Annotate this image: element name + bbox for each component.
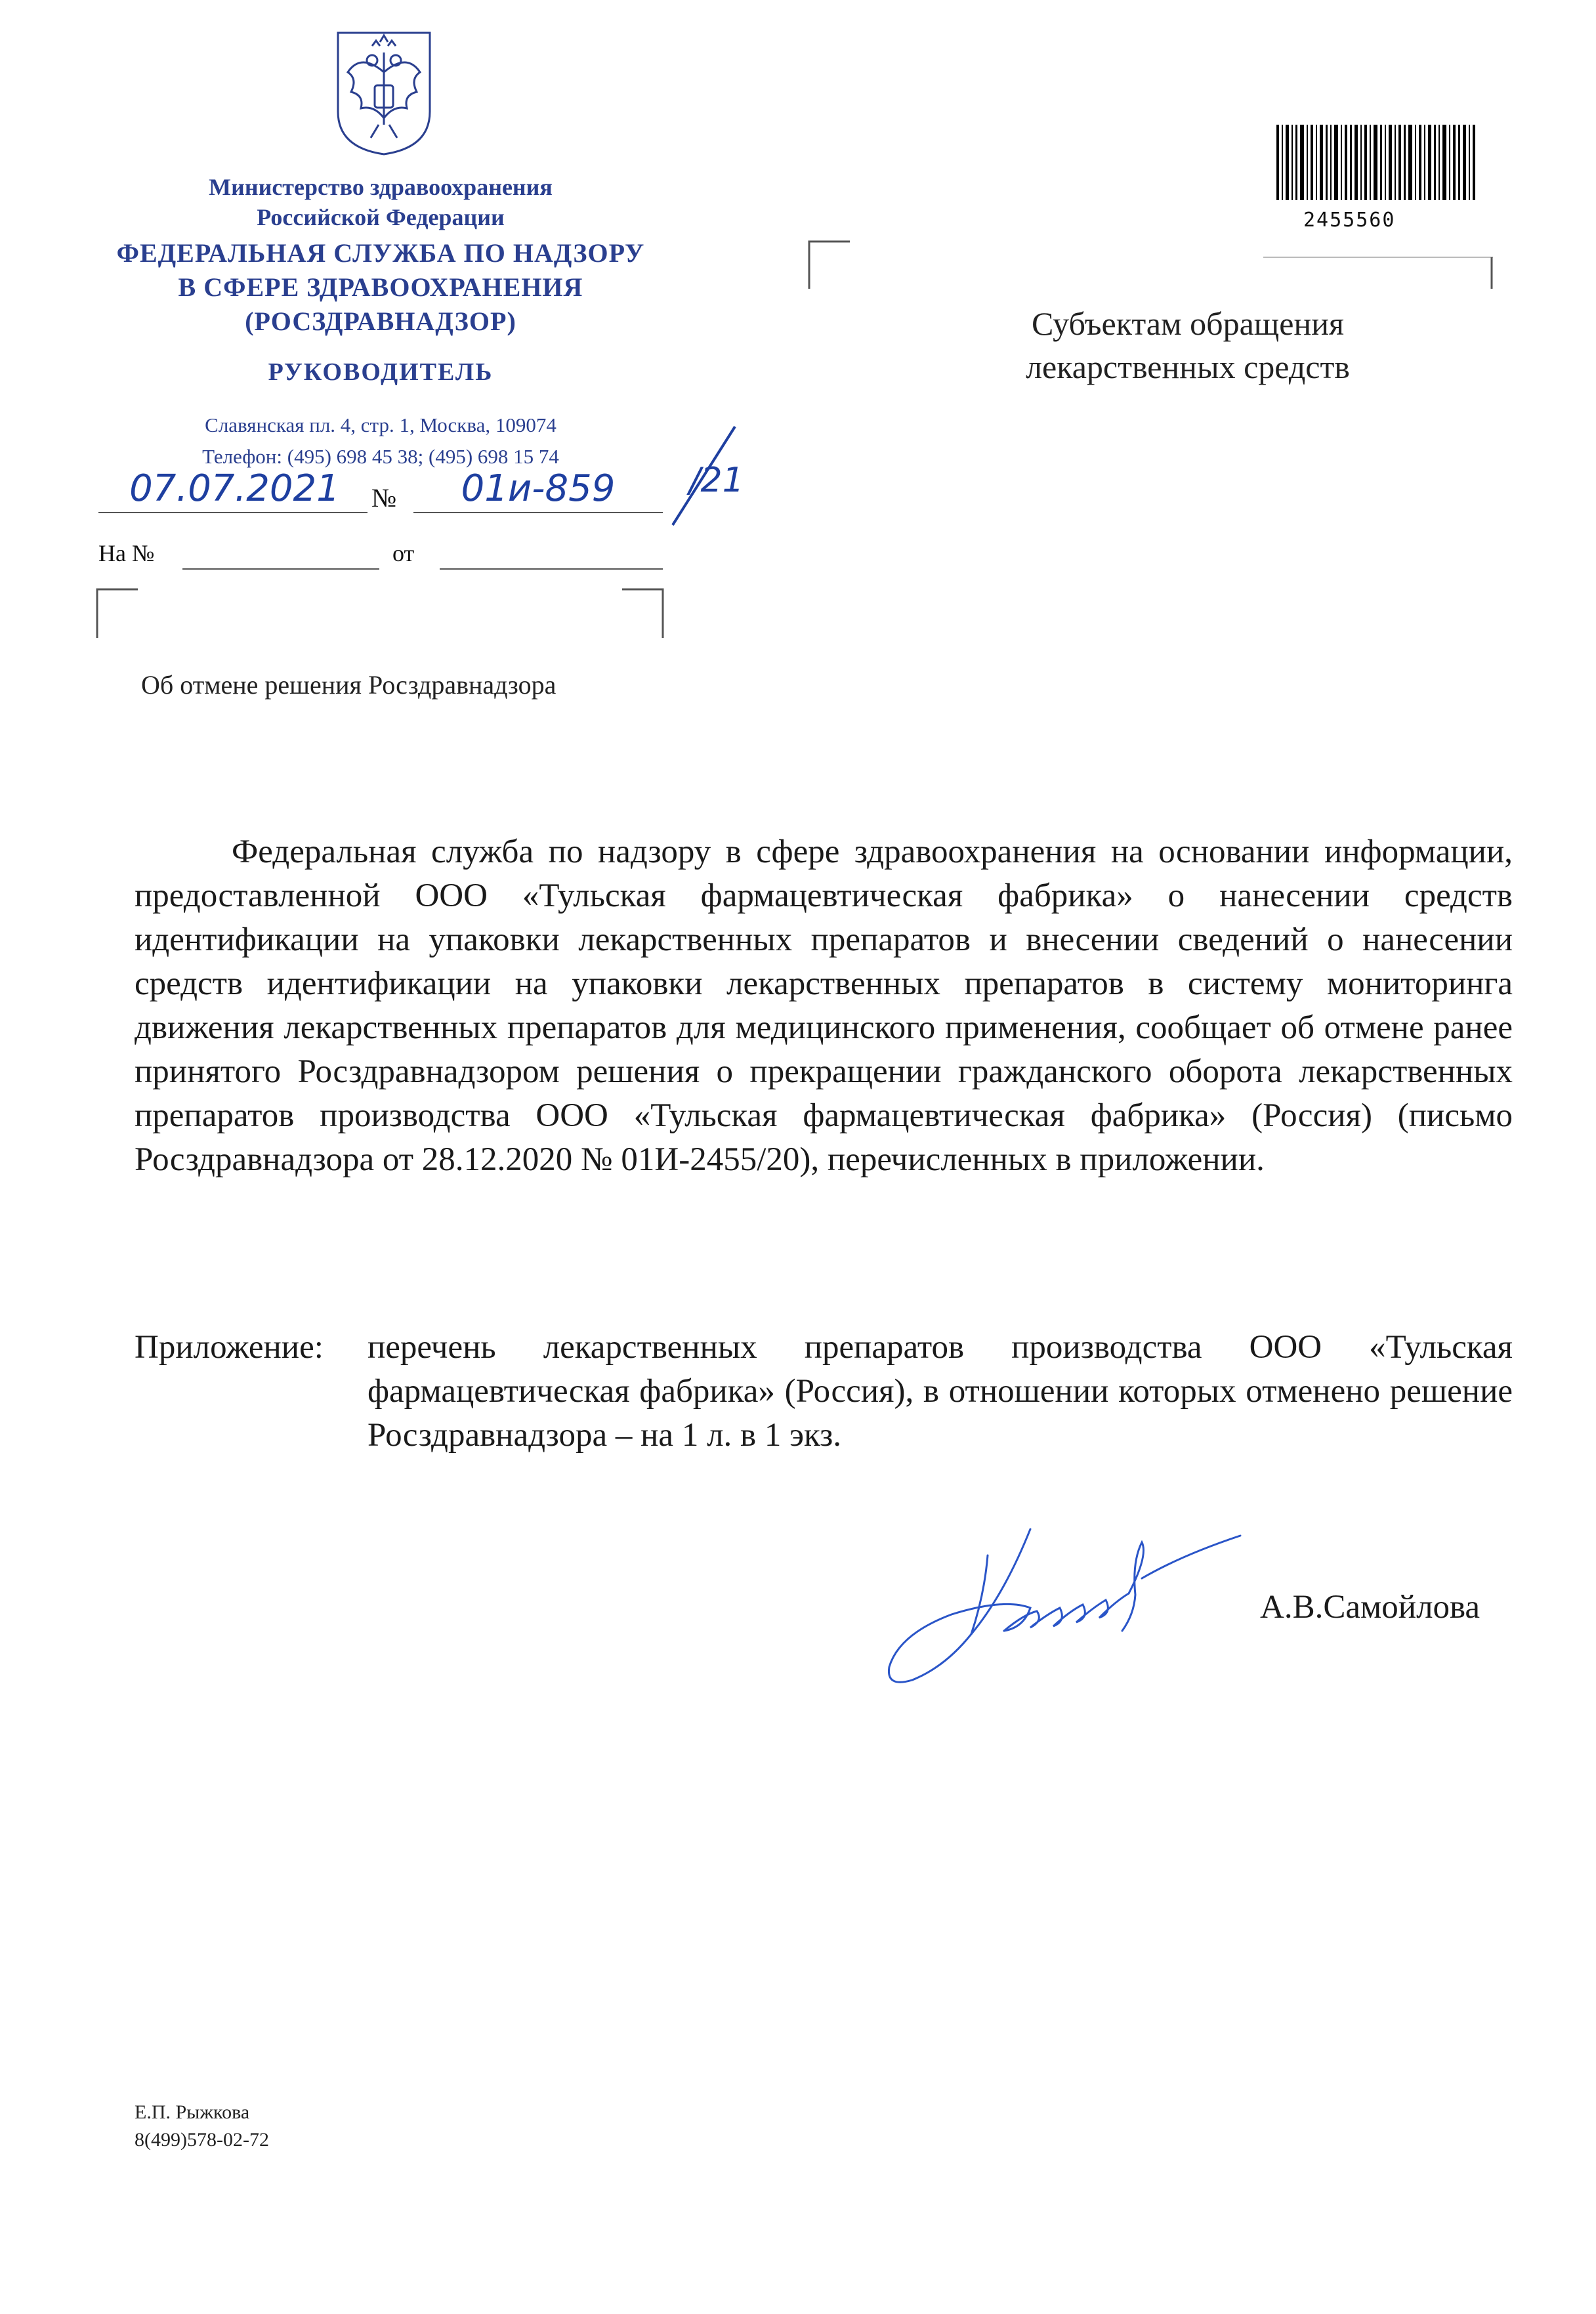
- address: Славянская пл. 4, стр. 1, Москва, 109074: [205, 413, 556, 436]
- letter-subject: Об отмене решения Росздравнадзора: [141, 670, 556, 700]
- executor-phone: 8(499)578-02-72: [135, 2129, 269, 2151]
- attachment-text: перечень лекарственных препаратов производства ООО «Тульская фармацевтическая фабрика» (Россия), в отношении которых отменено решение Росздравнадзора – на 1 л. в 1 экз.: [368, 1329, 1513, 1454]
- attachment-label: Приложение:: [135, 1329, 324, 1366]
- addressee: [945, 302, 1431, 389]
- service-name: [85, 236, 676, 339]
- address-block: [85, 410, 676, 473]
- ministry-line-2: Российской Федерации: [257, 204, 505, 230]
- reply-label: На №: [98, 540, 155, 566]
- service-line-3: (РОСЗДРАВНАДЗОР): [245, 306, 516, 336]
- phone: Телефон: (495) 698 45 38; (495) 698 15 74: [202, 445, 559, 468]
- barcode-number: 2455560: [1303, 209, 1396, 232]
- barcode: [1273, 121, 1483, 207]
- signatory-name: А.В.Самойлова: [1260, 1589, 1480, 1626]
- registration-number: 01и-859: [461, 467, 616, 510]
- body-paragraph: Федеральная служба по надзору в сфере здравоохранения на основании информации, предоставленной ООО «Тульская фармацевтическая фабрика» о нанесении средств идентификации на упаковки лекарственных препаратов и внесении сведений о нанесении средств идентификации на упаковки лекарственных препаратов в систему мониторинга движения лекарственных препаратов для медицинского применения, сообщает об отмене ранее принятого Росздравнадзором решения о прекращении гражданского оборота лекарственных препаратов производства ООО «Тульская фармацевтическая фабрика» (Россия) (письмо Росздравнадзора от 28.12.2020 № 01И-2455/20), перечисленных в приложении.: [135, 833, 1513, 1178]
- service-line-1: ФЕДЕРАЛЬНАЯ СЛУЖБА ПО НАДЗОРУ: [116, 238, 645, 268]
- coat-of-arms-emblem: [331, 26, 436, 158]
- head-title: РУКОВОДИТЕЛЬ: [268, 358, 494, 386]
- ministry-name: [85, 172, 676, 232]
- handwritten-signature: [873, 1516, 1306, 1713]
- reply-number-line: [182, 568, 379, 570]
- service-line-2: В СФЕРЕ ЗДРАВООХРАНЕНИЯ: [178, 272, 583, 302]
- from-label: от: [392, 540, 415, 566]
- addressee-line-1: Субъектам обращения: [1032, 305, 1344, 342]
- ministry-line-1: Министерство здравоохранения: [209, 174, 553, 200]
- registration-date: 07.07.2021: [129, 467, 340, 510]
- addressee-corner-marks: [804, 236, 1506, 295]
- subject-corner-marks: [92, 584, 669, 643]
- registration-number-suffix: /21: [689, 461, 744, 500]
- date-underline: [98, 512, 368, 513]
- executor-name: Е.П. Рыжкова: [135, 2101, 250, 2123]
- letter-body: [135, 830, 1513, 1182]
- executor-block: [135, 2099, 269, 2154]
- addressee-line-2: лекарственных средств: [1026, 348, 1350, 385]
- number-underline: [413, 512, 663, 513]
- number-label: №: [371, 483, 397, 513]
- reply-date-line: [440, 568, 663, 570]
